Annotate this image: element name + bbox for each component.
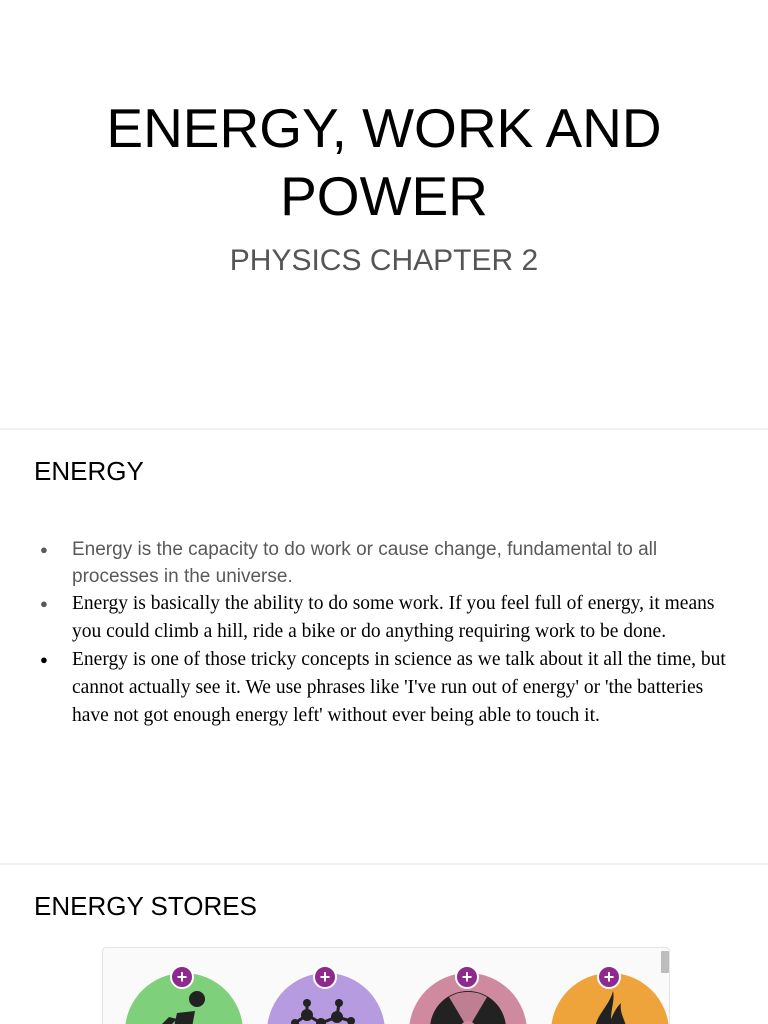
energy-stores-heading: ENERGY STORES — [34, 891, 257, 921]
add-nuclear-store-button[interactable]: + — [455, 965, 479, 989]
bullet-dot-icon: ● — [40, 596, 48, 611]
presentation-title — [0, 94, 768, 230]
add-chemical-store-button[interactable]: + — [313, 965, 337, 989]
energy-bullet-list — [34, 536, 734, 730]
bullet-dot-icon: ● — [40, 542, 48, 557]
bullet-item — [34, 590, 734, 646]
presentation-subtitle: PHYSICS CHAPTER 2 — [229, 244, 539, 277]
bullet-text: Energy is basically the ability to do some work. If you feel full of energy, it means you could climb a hill, ride a bike or do anything requiring work to be done. — [72, 593, 715, 642]
panel-scroll-handle[interactable] — [661, 951, 669, 973]
add-thermal-store-button[interactable]: + — [597, 965, 621, 989]
bullet-dot-icon: ● — [40, 652, 48, 667]
bullet-item — [34, 536, 734, 590]
bullet-text: Energy is one of those tricky concepts in science as we talk about it all the time, but cannot actually see it. We use phrases like 'I've run out of energy' or 'the batteries have not got enough energy left' without ever being able to touch it. — [72, 649, 726, 726]
energy-stores-slide — [0, 865, 768, 1024]
energy-heading: ENERGY — [34, 456, 144, 486]
energy-slide — [0, 430, 768, 863]
bullet-text: Energy is the capacity to do work or cause change, fundamental to all processes in the universe. — [72, 539, 658, 587]
bullet-item — [34, 646, 734, 730]
title-line-2: POWER — [280, 165, 488, 227]
title-slide — [0, 0, 768, 428]
title-line-1: ENERGY, WORK AND — [106, 97, 662, 159]
add-kinetic-store-button[interactable]: + — [170, 965, 194, 989]
